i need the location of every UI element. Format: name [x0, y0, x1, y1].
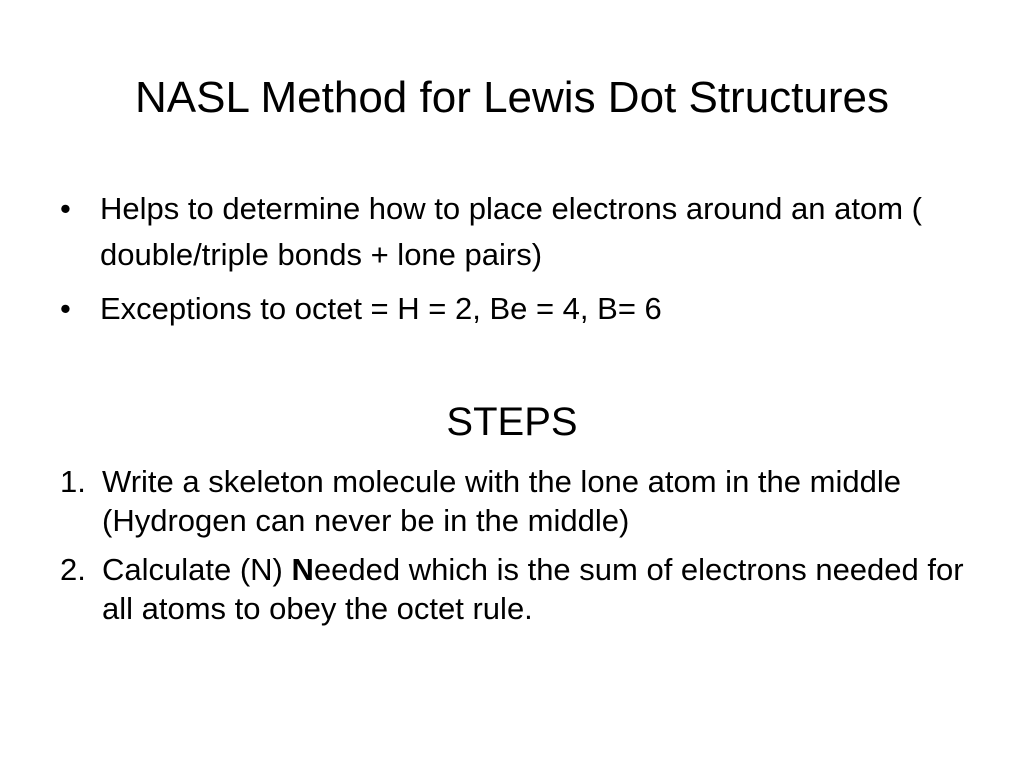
- step-bold-letter: N: [291, 552, 314, 587]
- step-text-lead: Calculate (N): [102, 552, 292, 587]
- step-text: Write a skeleton molecule with the lone atom in the middle (Hydrogen can never be in the middle): [102, 464, 901, 538]
- bullet-text: Helps to determine how to place electrons around an atom ( double/triple bonds + lone pairs): [100, 191, 922, 272]
- step-item: [60, 550, 980, 628]
- bullet-point-icon: •: [60, 291, 71, 326]
- bullet-item: [58, 186, 958, 278]
- step-number: 2.: [60, 552, 86, 587]
- bullet-point-icon: •: [60, 191, 71, 226]
- bullet-text: Exceptions to octet = H = 2, Be = 4, B= 6: [100, 291, 662, 326]
- step-number: 1.: [60, 464, 86, 499]
- step-item: [60, 462, 980, 540]
- steps-heading: STEPS: [446, 400, 578, 444]
- step-text-rest: eeded which is the sum of electrons needed for all atoms to obey the octet rule.: [102, 552, 964, 626]
- bullet-list: [58, 186, 958, 340]
- bullet-item: [58, 286, 958, 332]
- slide-title: NASL Method for Lewis Dot Structures: [134, 73, 889, 122]
- steps-list: [60, 462, 980, 638]
